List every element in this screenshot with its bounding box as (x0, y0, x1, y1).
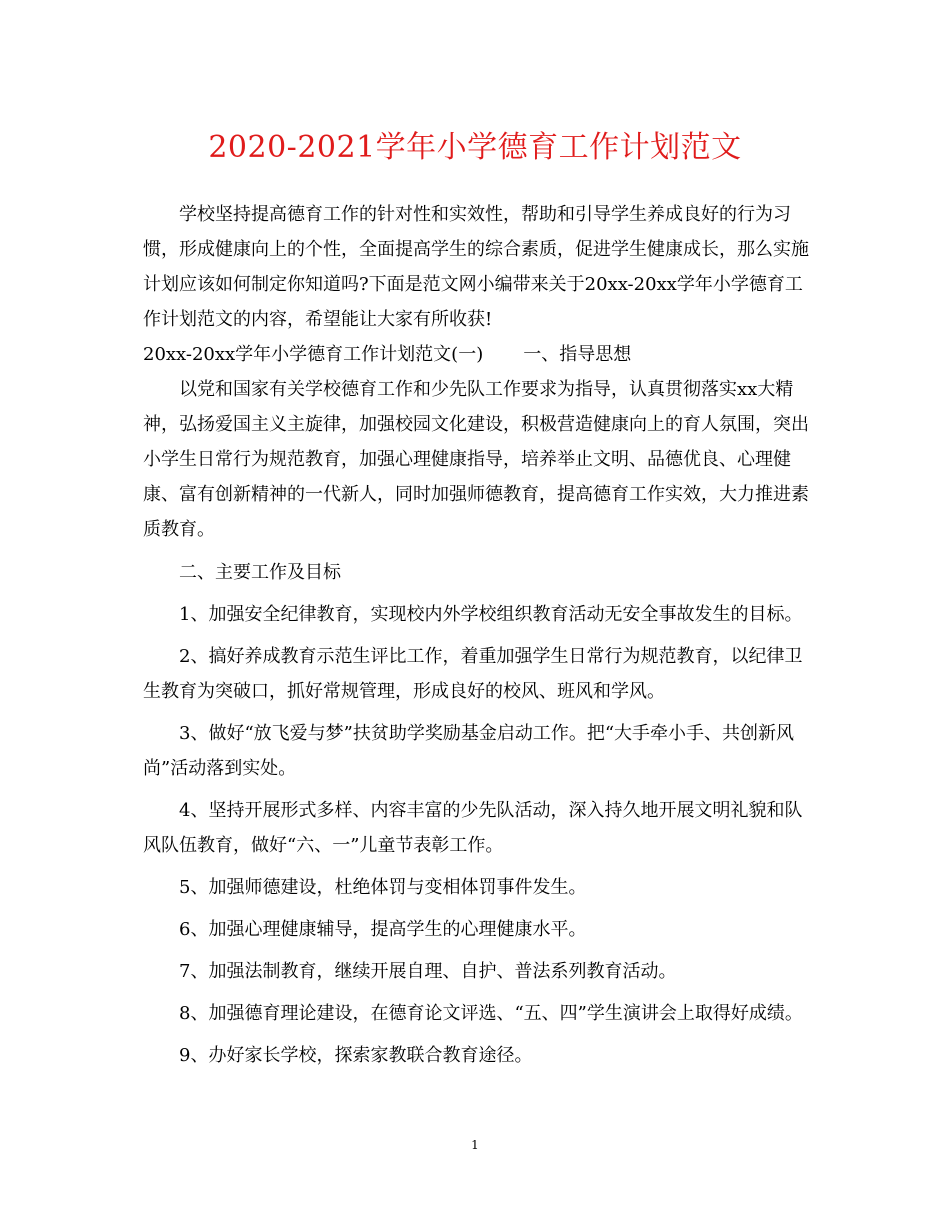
subtitle-line (143, 337, 809, 372)
subtitle-one: 20xx-20xx学年小学德育工作计划范文(一) (143, 344, 484, 365)
section-one-heading: 一、指导思想 (523, 344, 632, 365)
section-one-paragraph: 以党和国家有关学校德育工作和少先队工作要求为指导，认真贯彻落实xx大精神，弘扬爱国主义主旋律，加强校园文化建设，积极营造健康向上的育人氛围，突出小学生日常行为规范教育，加强心理健康指导，培养举止文明、品德优良、心理健康、富有创新精神的一代新人，同时加强师德教育，提高德育工作实效，大力推进素质教育。 (143, 379, 809, 540)
intro-paragraph: 学校坚持提高德育工作的针对性和实效性，帮助和引导学生养成良好的行为习惯，形成健康向上的个性，全面提高学生的综合素质，促进学生健康成长，那么实施计划应该如何制定你知道吗?下面是范文网小编带来关于20xx-20xx学年小学德育工作计划范文的内容，希望能让大家有所收获! (143, 204, 809, 330)
list-item: 5、加强师德建设，杜绝体罚与变相体罚事件发生。 (179, 877, 587, 898)
list-item: 2、搞好养成教育示范生评比工作，着重加强学生日常行为规范教育，以纪律卫生教育为突破口，抓好常规管理，形成良好的校风、班风和学风。 (143, 646, 803, 702)
page-number: 1 (471, 1138, 479, 1152)
list-item: 1、加强安全纪律教育，实现校内外学校组织教育活动无安全事故发生的目标。 (179, 604, 803, 625)
document-body (143, 197, 809, 1073)
list-item: 9、办好家长学校，探索家教联合教育途径。 (179, 1045, 533, 1066)
list-item: 7、加强法制教育，继续开展自理、自护、普法系列教育活动。 (179, 961, 677, 982)
document-title: 2020-2021学年小学德育工作计划范文 (208, 130, 742, 165)
section-two-heading: 二、主要工作及目标 (179, 562, 341, 583)
list-item: 3、做好“放飞爱与梦”扶贫助学奖励基金启动工作。把“大手牵小手、共创新风尚”活动落到实处。 (143, 723, 795, 779)
list-item: 4、坚持开展形式多样、内容丰富的少先队活动，深入持久地开展文明礼貌和队风队伍教育，做好“六、一”儿童节表彰工作。 (143, 800, 803, 856)
list-item: 6、加强心理健康辅导，提高学生的心理健康水平。 (179, 919, 587, 940)
list-item: 8、加强德育理论建设，在德育论文评选、“五、四”学生演讲会上取得好成绩。 (179, 1003, 803, 1024)
